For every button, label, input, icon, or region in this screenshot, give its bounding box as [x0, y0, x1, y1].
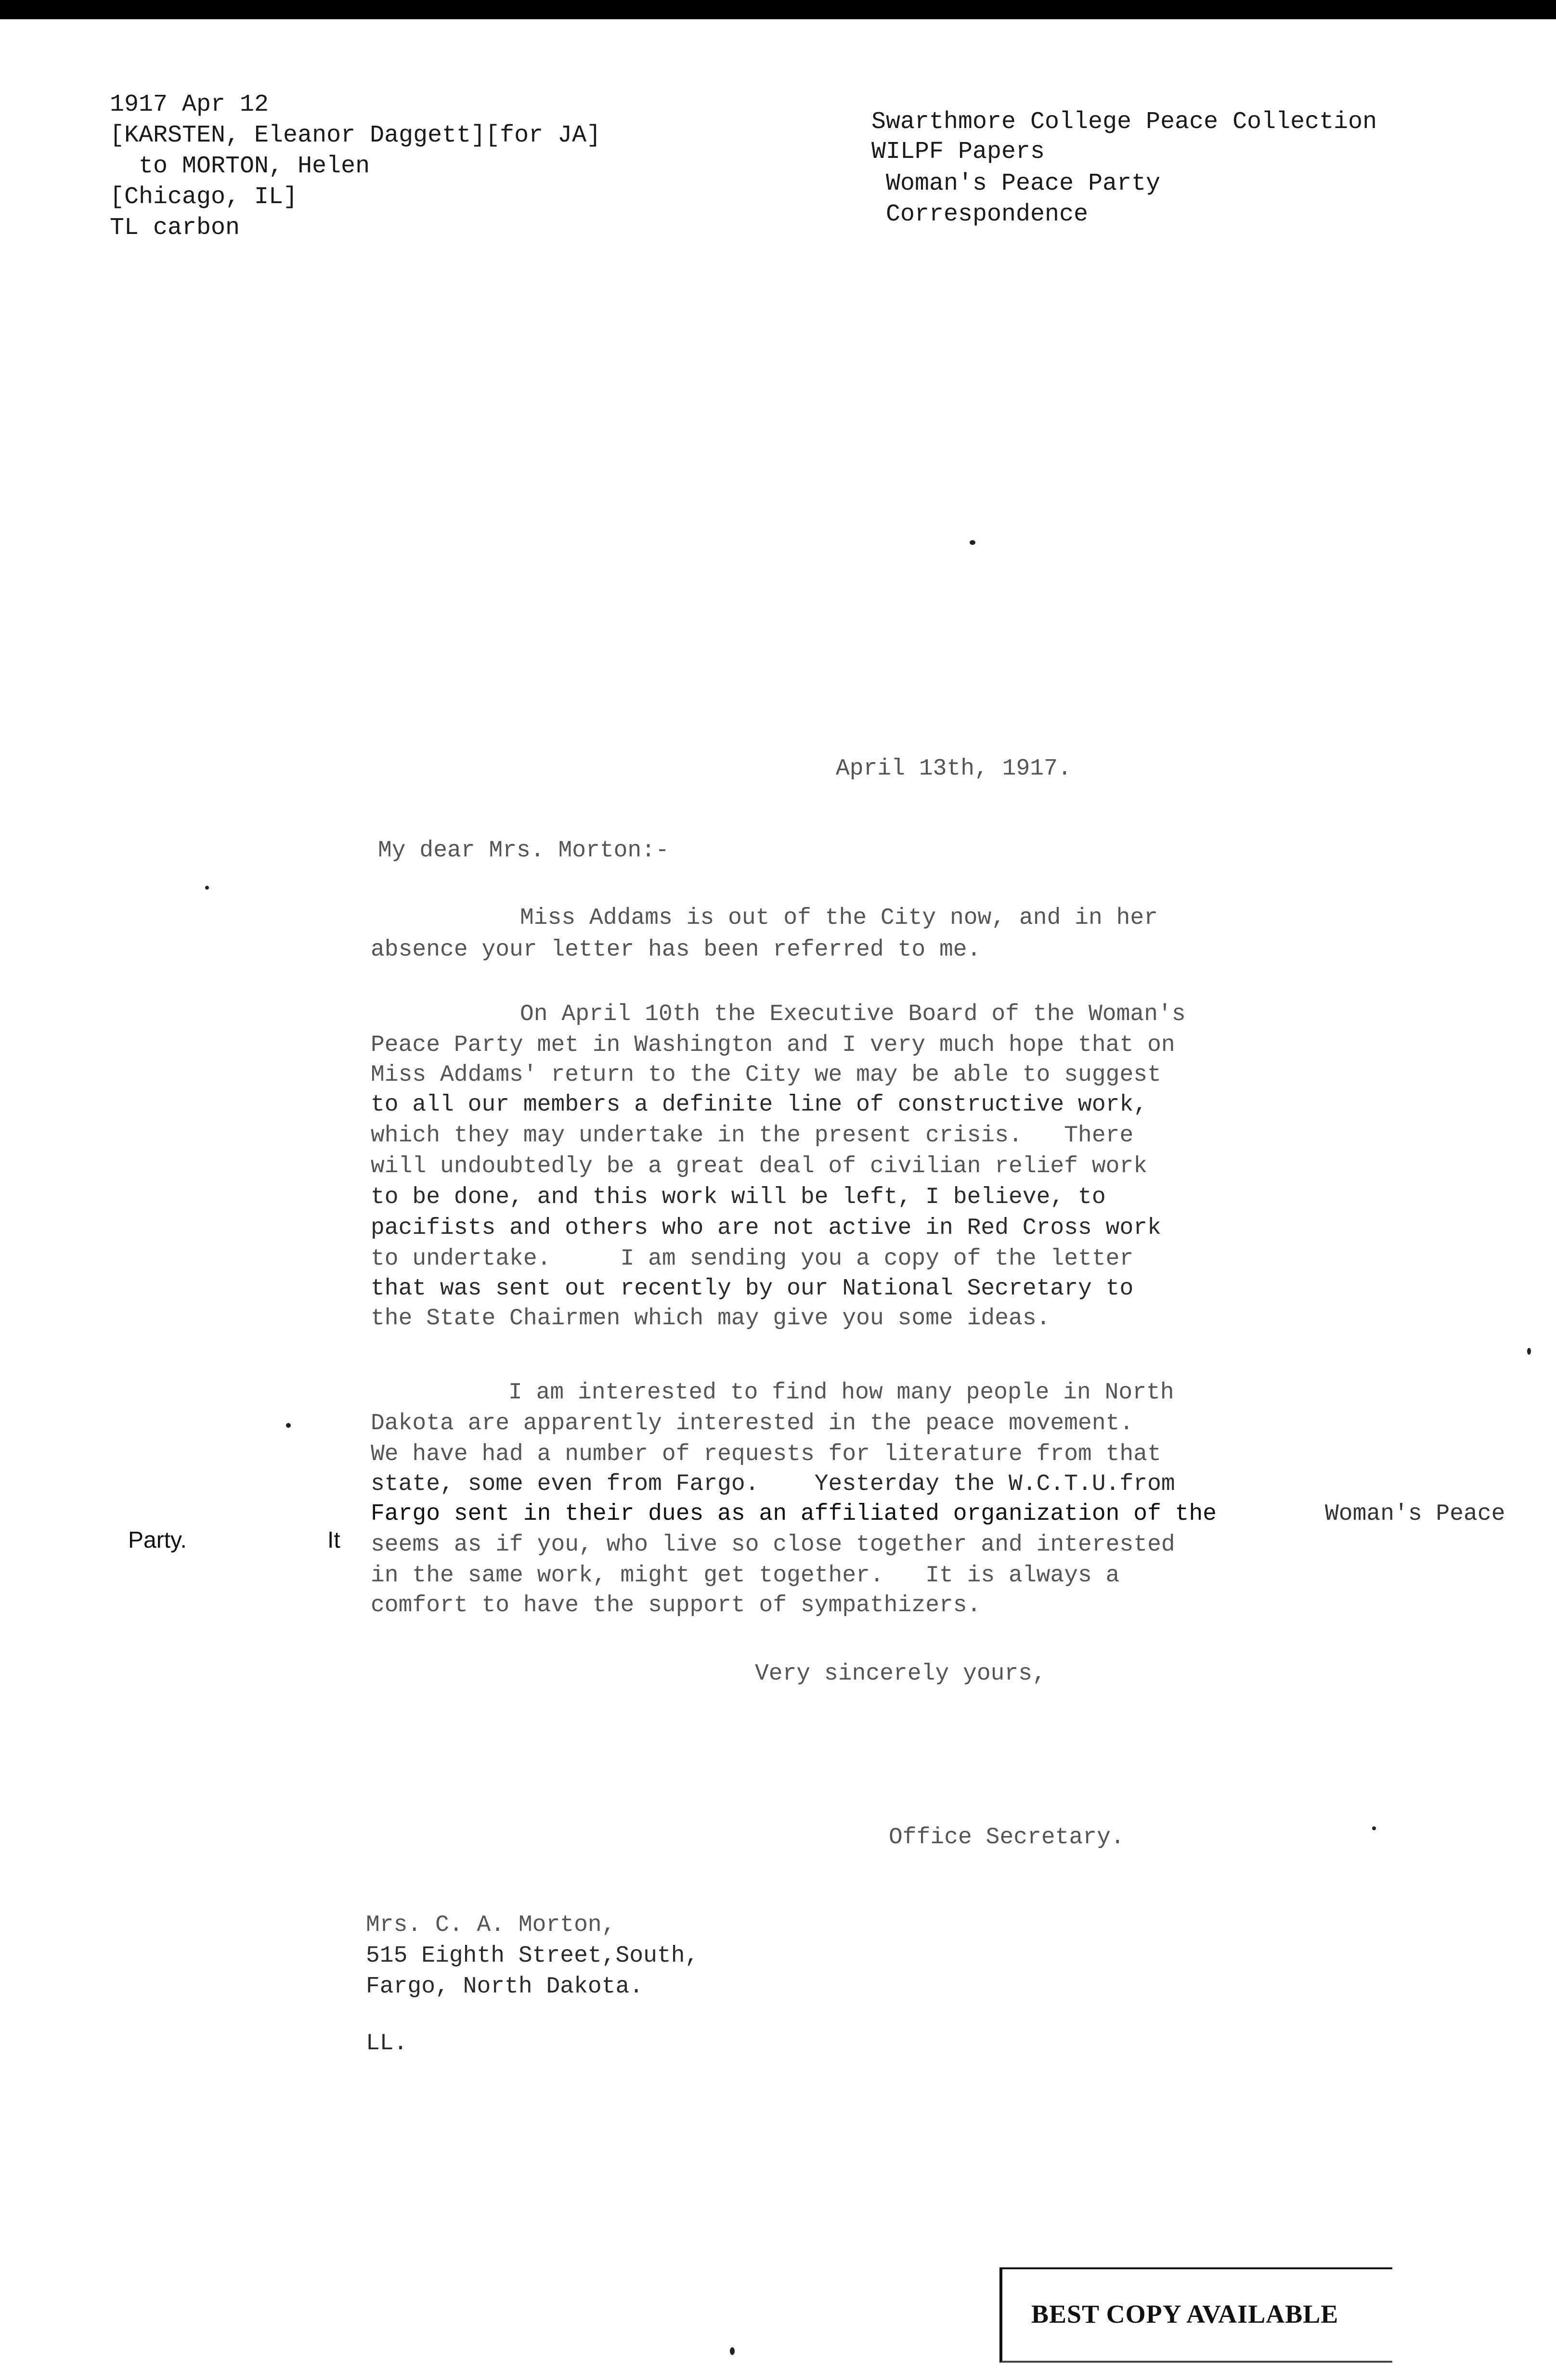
- scan-speck: [205, 886, 209, 890]
- paragraph-2-line: to all our members a definite line of constructive work,: [371, 1092, 1148, 1118]
- archive-type: Correspondence: [871, 201, 1089, 228]
- archive-place: [Chicago, IL]: [110, 183, 298, 211]
- letter-date: April 13th, 1917.: [836, 756, 1072, 782]
- paragraph-2-line: to undertake. I am sending you a copy of the letter: [371, 1246, 1134, 1272]
- scan-speck: [286, 1423, 291, 1428]
- paragraph-3-line: in the same work, might get together. It is always a: [371, 1563, 1120, 1589]
- paragraph-3-line: comfort to have the support of sympathizers.: [371, 1592, 981, 1618]
- archive-collection: Swarthmore College Peace Collection: [871, 108, 1377, 136]
- paragraph-3-line: Fargo sent in their dues as an affiliated organization of the: [371, 1501, 1217, 1527]
- scan-speck: [730, 2347, 735, 2355]
- best-copy-text: BEST COPY AVAILABLE: [1031, 2300, 1339, 2328]
- paragraph-2-line: that was sent out recently by our National Secretary to: [371, 1276, 1134, 1302]
- paragraph-2-line: the State Chairmen which may give you some ideas.: [371, 1306, 1050, 1332]
- paragraph-2-line: On April 10th the Executive Board of the Woman's: [520, 1001, 1186, 1027]
- paragraph-3-line: I am interested to find how many people in North: [508, 1380, 1174, 1406]
- typist-initials: LL.: [366, 2031, 408, 2057]
- address-street: 515 Eighth Street,South,: [366, 1943, 699, 1969]
- salutation: My dear Mrs. Morton:-: [378, 838, 669, 864]
- closing: Very sincerely yours,: [755, 1661, 1046, 1687]
- paragraph-2-line: to be done, and this work will be left, I believe, to: [371, 1184, 1106, 1210]
- address-city: Fargo, North Dakota.: [366, 1974, 644, 2000]
- scan-border-top: [0, 0, 1556, 19]
- best-copy-label: [999, 2267, 1392, 2363]
- paragraph-3-line: We have had a number of requests for literature from that: [371, 1441, 1161, 1467]
- scan-speck: [1527, 1348, 1531, 1355]
- archive-author: [KARSTEN, Eleanor Daggett][for JA]: [110, 122, 601, 149]
- margin-note-party: Party.: [128, 1527, 187, 1553]
- paragraph-3-line: state, some even from Fargo. Yesterday the W.C.T.U.from: [371, 1471, 1175, 1497]
- paragraph-2-line: Miss Addams' return to the City we may be able to suggest: [371, 1062, 1161, 1088]
- archive-subseries: Woman's Peace Party: [871, 170, 1161, 197]
- archive-recipient: to MORTON, Helen: [110, 153, 370, 180]
- paragraph-1-line: Miss Addams is out of the City now, and in her: [520, 905, 1158, 931]
- archive-series: WILPF Papers: [871, 138, 1045, 166]
- archive-format: TL carbon: [110, 214, 240, 242]
- paragraph-2-line: which they may undertake in the present crisis. There: [371, 1123, 1134, 1149]
- paragraph-3-line: Dakota are apparently interested in the peace movement.: [371, 1410, 1134, 1436]
- margin-note-it: It: [327, 1527, 340, 1553]
- margin-note-woman-s-peace: Woman's Peace: [1325, 1501, 1505, 1527]
- scan-speck: [1372, 1826, 1376, 1830]
- paragraph-1-line: absence your letter has been referred to me.: [371, 937, 981, 963]
- signature-title: Office Secretary.: [889, 1824, 1125, 1850]
- scan-speck: [970, 540, 975, 545]
- address-name: Mrs. C. A. Morton,: [366, 1912, 616, 1938]
- paragraph-2-line: will undoubtedly be a great deal of civilian relief work: [371, 1153, 1148, 1179]
- archive-date: 1917 Apr 12: [110, 91, 269, 118]
- paragraph-2-line: pacifists and others who are not active in Red Cross work: [371, 1215, 1161, 1241]
- paragraph-2-line: Peace Party met in Washington and I very much hope that on: [371, 1032, 1175, 1058]
- paragraph-3-line: seems as if you, who live so close together and interested: [371, 1532, 1175, 1558]
